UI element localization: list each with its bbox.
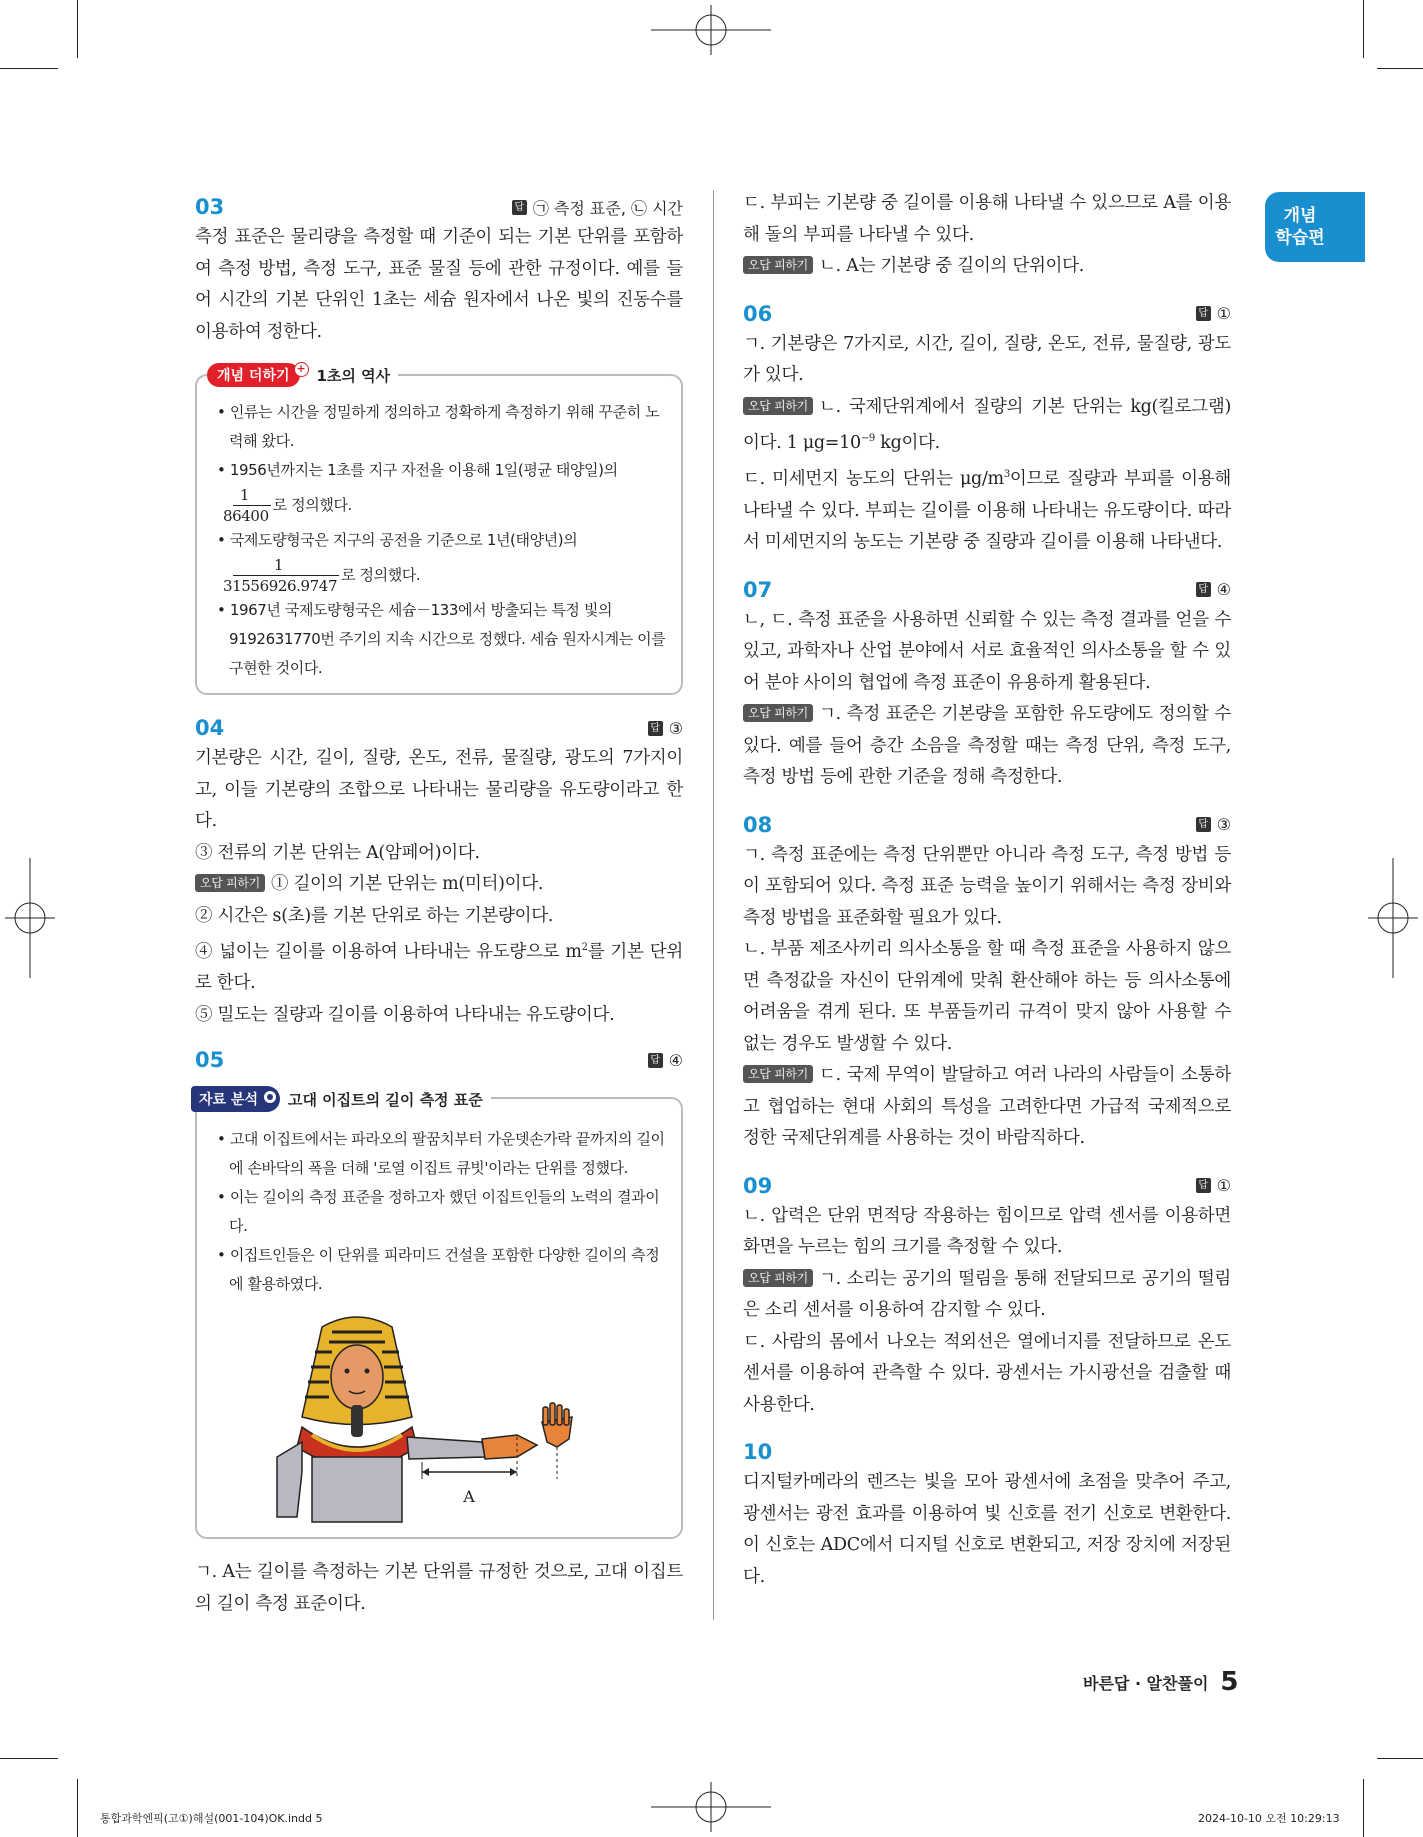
section-tab-line1: 개념 (1283, 206, 1317, 226)
wrong-answer-tag: 오답 피하기 (743, 1269, 813, 1287)
answer-key (648, 719, 683, 738)
explanation-text-body: ① 길이의 기본 단위는 m(미터)이다. (270, 874, 544, 894)
section-tab (1265, 192, 1365, 262)
wrong-answer-tag: 오답 피하기 (743, 1065, 813, 1083)
answer-badge-icon: 답 (648, 1053, 663, 1068)
box-title: 1초의 역사 (316, 366, 391, 385)
answer-key (1196, 815, 1231, 834)
registration-mark (5, 858, 55, 978)
registration-mark (1368, 858, 1418, 978)
explanation-text (743, 251, 1231, 283)
explanation-text-body: ㄷ. 국제 무역이 발달하고 여러 나라의 사람들이 소통하고 협업하는 현대 사회의 특성을 고려한다면 가급적 국제적으로 정한 국제단위계를 사용하는 것이 바람직하다. (743, 1065, 1231, 1149)
crop-mark (1363, 0, 1364, 58)
explanation-text (195, 932, 683, 1000)
explanation-text: ㄷ. 사람의 몸에서 나오는 적외선은 열에너지를 전달하므로 온도 센서를 이용하여 관측할 수 있다. 광센서는 가시광선을 검출할 때 사용한다. (743, 1331, 1231, 1415)
box-tag (207, 363, 398, 387)
answer-key (512, 196, 683, 219)
text-part: kg이다. (875, 432, 940, 453)
fraction (223, 485, 271, 526)
crop-mark (1377, 68, 1423, 69)
explanation-text: ② 시간은 s(초)를 기본 단위로 하는 기본량이다. (195, 905, 554, 926)
answer-text: ③ (668, 718, 683, 738)
bullet-item: • 국제도량형국은 지구의 공전을 기준으로 1년(태양년)의 (217, 531, 578, 549)
explanation-text (743, 1264, 1231, 1327)
question-header-08 (743, 810, 1231, 840)
explanation-text: ㄱ. 측정 표준에는 측정 단위뿐만 아니라 측정 도구, 측정 방법 등이 포함되어 있다. 측정 표준 능력을 높이기 위해서는 측정 장비와 측정 방법을 표준화할 필요가 있다. (743, 844, 1231, 928)
explanation-text: ㄱ. A는 길이를 측정하는 기본 단위를 규정한 것으로, 고대 이집트의 길이 측정 표준이다. (195, 1562, 683, 1614)
question-header-06 (743, 299, 1231, 329)
explanation-text: 측정 표준은 물리량을 측정할 때 기준이 되는 기본 단위를 포함하여 측정 방법, 측정 도구, 표준 물질 등에 관한 규정이다. 예를 들어 시간의 기본 단위인 1초는 세슘 원자에서 나온 빛의 진동수를 이용하여 정한다. (195, 227, 683, 342)
explanation-text: ③ 전류의 기본 단위는 A(암페어)이다. (195, 842, 480, 863)
question-number: 06 (743, 301, 773, 326)
question-number: 07 (743, 577, 773, 602)
bullet-fraction-line (217, 485, 667, 526)
crop-mark (1377, 1758, 1423, 1759)
question-number: 05 (195, 1048, 225, 1073)
explanation-text (743, 699, 1231, 794)
pharaoh-illustration (217, 1307, 657, 1527)
explanation-text (743, 392, 1231, 460)
explanation-text: ㄴ. 압력은 단위 면적당 작용하는 힘이므로 압력 센서를 이용하면 화면을 누르는 힘의 크기를 측정할 수 있다. (743, 1205, 1231, 1258)
answer-badge-icon: 답 (648, 721, 663, 736)
explanation-text-body: ㄴ. A는 기본량 중 길이의 단위이다. (818, 256, 1085, 276)
question-number: 09 (743, 1173, 773, 1198)
explanation-text: ㄴ. 부품 제조사끼리 의사소통을 할 때 측정 표준을 사용하지 않으면 측정값을 자신이 단위계에 맞춰 환산해야 하는 등 의사소통에 어려움을 겪게 된다. 또 부품들끼리 규격이 맞지 않아 사용할 수 없는 경우도 발생할 수 있다. (743, 939, 1231, 1054)
explanation-text-body: ㄱ. 측정 표준은 기본량을 포함한 유도량에도 정의할 수 있다. 예를 들어 층간 소음을 측정할 때는 측정 단위, 측정 도구, 측정 방법 등에 관한 기준을 정해 측정한다. (743, 704, 1231, 788)
answer-text: ① (1216, 304, 1231, 323)
question-number: 08 (743, 812, 773, 837)
answer-badge-icon: 답 (1196, 1178, 1211, 1193)
explanation-text: ㄷ. 부피는 기본량 중 길이를 이용해 나타낼 수 있으므로 A를 이용해 돌의 부피를 나타낼 수 있다. (743, 193, 1231, 245)
explanation-text: ㄱ. 기본량은 7가지로, 시간, 길이, 질량, 온도, 전류, 물질량, 광도가 있다. (743, 333, 1231, 385)
dot-icon (264, 1091, 276, 1103)
answer-text: ③ (1216, 815, 1231, 835)
question-number: 03 (195, 195, 225, 219)
superscript: −9 (860, 433, 875, 444)
bullet-item: • 고대 이집트에서는 파라오의 팔꿈치부터 가운뎃손가락 끝까지의 길이에 손바닥의 폭을 더해 '로열 이집트 큐빗'이라는 단위를 정했다. (217, 1130, 665, 1178)
answer-badge-icon: 답 (1196, 306, 1211, 321)
explanation-text: 디지털카메라의 렌즈는 빛을 모아 광센서에 초점을 맞추어 주고, 광센서는 광전 효과를 이용하여 빛 신호를 전기 신호로 변환한다. 이 신호는 ADC에서 디지털 신호로 변환되고, 저장 장치에 저장된다. (743, 1472, 1231, 1587)
footer-label: 바른답 · 알찬풀이 (1083, 1673, 1209, 1693)
label-a: A (463, 1487, 475, 1507)
wrong-answer-tag: 오답 피하기 (743, 256, 813, 274)
registration-mark (651, 1782, 771, 1832)
explanation-text: ㄴ, ㄷ. 측정 표준을 사용하면 신뢰할 수 있는 측정 결과를 얻을 수 있고, 과학자나 산업 분야에서 서로 효율적인 의사소통을 할 수 있어 분야 사이의 협업에 측정 표준이 유용하게 활용된다. (743, 609, 1231, 693)
answer-badge-icon: 답 (1196, 582, 1211, 597)
section-tab-line2: 학습편 (1275, 228, 1325, 248)
answer-key (1196, 1176, 1231, 1195)
slug-timestamp: 2024-10-10 오전 10:29:13 (1198, 1812, 1340, 1825)
page-footer (1083, 1667, 1239, 1697)
explanation-text (743, 1060, 1231, 1155)
text-part: 를 기본 단위로 한다. (195, 941, 683, 994)
fraction-numerator: 1 (274, 556, 284, 574)
crop-mark (0, 68, 58, 69)
bullet-item: • 1956년까지는 1초를 지구 자전을 이용해 1일(평균 태양일)의 (217, 461, 618, 479)
crop-mark (0, 1758, 58, 1759)
box-tag (191, 1086, 491, 1112)
question-header-10 (743, 1437, 1231, 1467)
fraction-denominator: 31556926.9747 (223, 577, 338, 595)
superscript: 2 (581, 942, 588, 953)
fraction-denominator: 86400 (223, 507, 269, 525)
data-analysis-tag-text: 자료 분석 (199, 1092, 258, 1109)
concept-plus-box (195, 361, 683, 695)
bullet-item: • 이집트인들은 이 단위를 피라미드 건설을 포함한 다양한 길이의 측정에 활용하였다. (217, 1246, 660, 1294)
answer-text: ④ (668, 1050, 683, 1070)
explanation-text (743, 459, 1231, 558)
question-header-07 (743, 575, 1231, 605)
answer-text: ④ (1216, 580, 1231, 600)
superscript: 3 (1003, 469, 1010, 481)
explanation-text-body: ㄱ. 소리는 공기의 떨림을 통해 전달되므로 공기의 떨림은 소리 센서를 이용하여 감지할 수 있다. (743, 1268, 1231, 1321)
text-part: 이므로 질량과 부피를 이용해 나타낼 수 있다. 부피는 길이를 이용해 나타내는 유도량이다. 따라서 미세먼지의 농도는 기본량 중 질량과 길이를 이용해 나타낸다. (743, 469, 1231, 553)
explanation-text (195, 869, 683, 901)
explanation-text: 기본량은 시간, 길이, 질량, 온도, 전류, 물질량, 광도의 7가지이고, 이들 기본량의 조합으로 나타내는 물리량을 유도량이라고 한다. (195, 748, 683, 831)
box-title: 고대 이집트의 길이 측정 표준 (287, 1090, 483, 1109)
answer-text: ① (1216, 1176, 1231, 1196)
question-number: 04 (195, 716, 225, 740)
question-header-09 (743, 1171, 1231, 1201)
right-column (743, 188, 1231, 1593)
question-number: 10 (743, 1440, 773, 1465)
fraction (223, 555, 339, 596)
text-part: ④ 넓이는 길이를 이용하여 나타내는 유도량으로 m (195, 941, 582, 962)
question-header-03 (195, 192, 683, 222)
left-column (195, 188, 683, 1620)
wrong-answer-tag: 오답 피하기 (743, 397, 813, 415)
concept-plus-tag: 개념 더하기 (207, 363, 300, 387)
answer-key (648, 1051, 683, 1070)
wrong-answer-tag: 오답 피하기 (195, 874, 265, 892)
registration-mark (651, 5, 771, 55)
bullet-item: • 이는 길이의 측정 표준을 정하고자 했던 이집트인들의 노력의 결과이다. (217, 1188, 660, 1236)
answer-key (1196, 304, 1231, 323)
data-analysis-box (195, 1090, 683, 1539)
column-divider (713, 190, 714, 1620)
wrong-answer-tag: 오답 피하기 (743, 704, 813, 722)
data-analysis-tag (191, 1086, 280, 1112)
bullet-item: • 1967년 국제도량형국은 세슘－133에서 방출되는 특정 빛의 9192631770번 주기의 지속 시간으로 정했다. 세슘 원자시계는 이를 구현한 것이다. (217, 601, 666, 677)
text-part: ㄴ. 국제단위계에서 질량의 기본 단위는 kg(킬로그램)이다. 1 μg=10 (743, 396, 1231, 453)
bullet-fraction-line (217, 555, 667, 596)
slug-filename: 통합과학엔픽(고①)해설(001-104)OK.indd 5 (100, 1812, 323, 1825)
bullet-item: • 인류는 시간을 정밀하게 정의하고 정확하게 측정하기 위해 꾸준히 노력해 왔다. (217, 403, 660, 450)
page-number: 5 (1220, 1667, 1239, 1697)
crop-mark (1363, 1779, 1364, 1837)
bullet-tail: 로 정의했다. (272, 496, 352, 514)
answer-badge-icon: 답 (512, 200, 527, 215)
answer-key (1196, 580, 1231, 599)
answer-badge-icon: 답 (1196, 817, 1211, 832)
crop-mark (77, 0, 78, 58)
explanation-text: ⑤ 밀도는 질량과 길이를 이용하여 나타내는 유도량이다. (195, 1004, 615, 1025)
question-header-05 (195, 1045, 683, 1075)
text-part: ㄷ. 미세먼지 농도의 단위는 μg/m (743, 469, 1004, 490)
answer-text: ㉠ 측정 표준, ㉡ 시간 (532, 198, 683, 218)
crop-mark (77, 1779, 78, 1837)
plus-icon: + (294, 362, 309, 377)
fraction-numerator: 1 (239, 486, 250, 504)
bullet-tail: 로 정의했다. (341, 566, 421, 584)
question-header-04 (195, 713, 683, 743)
